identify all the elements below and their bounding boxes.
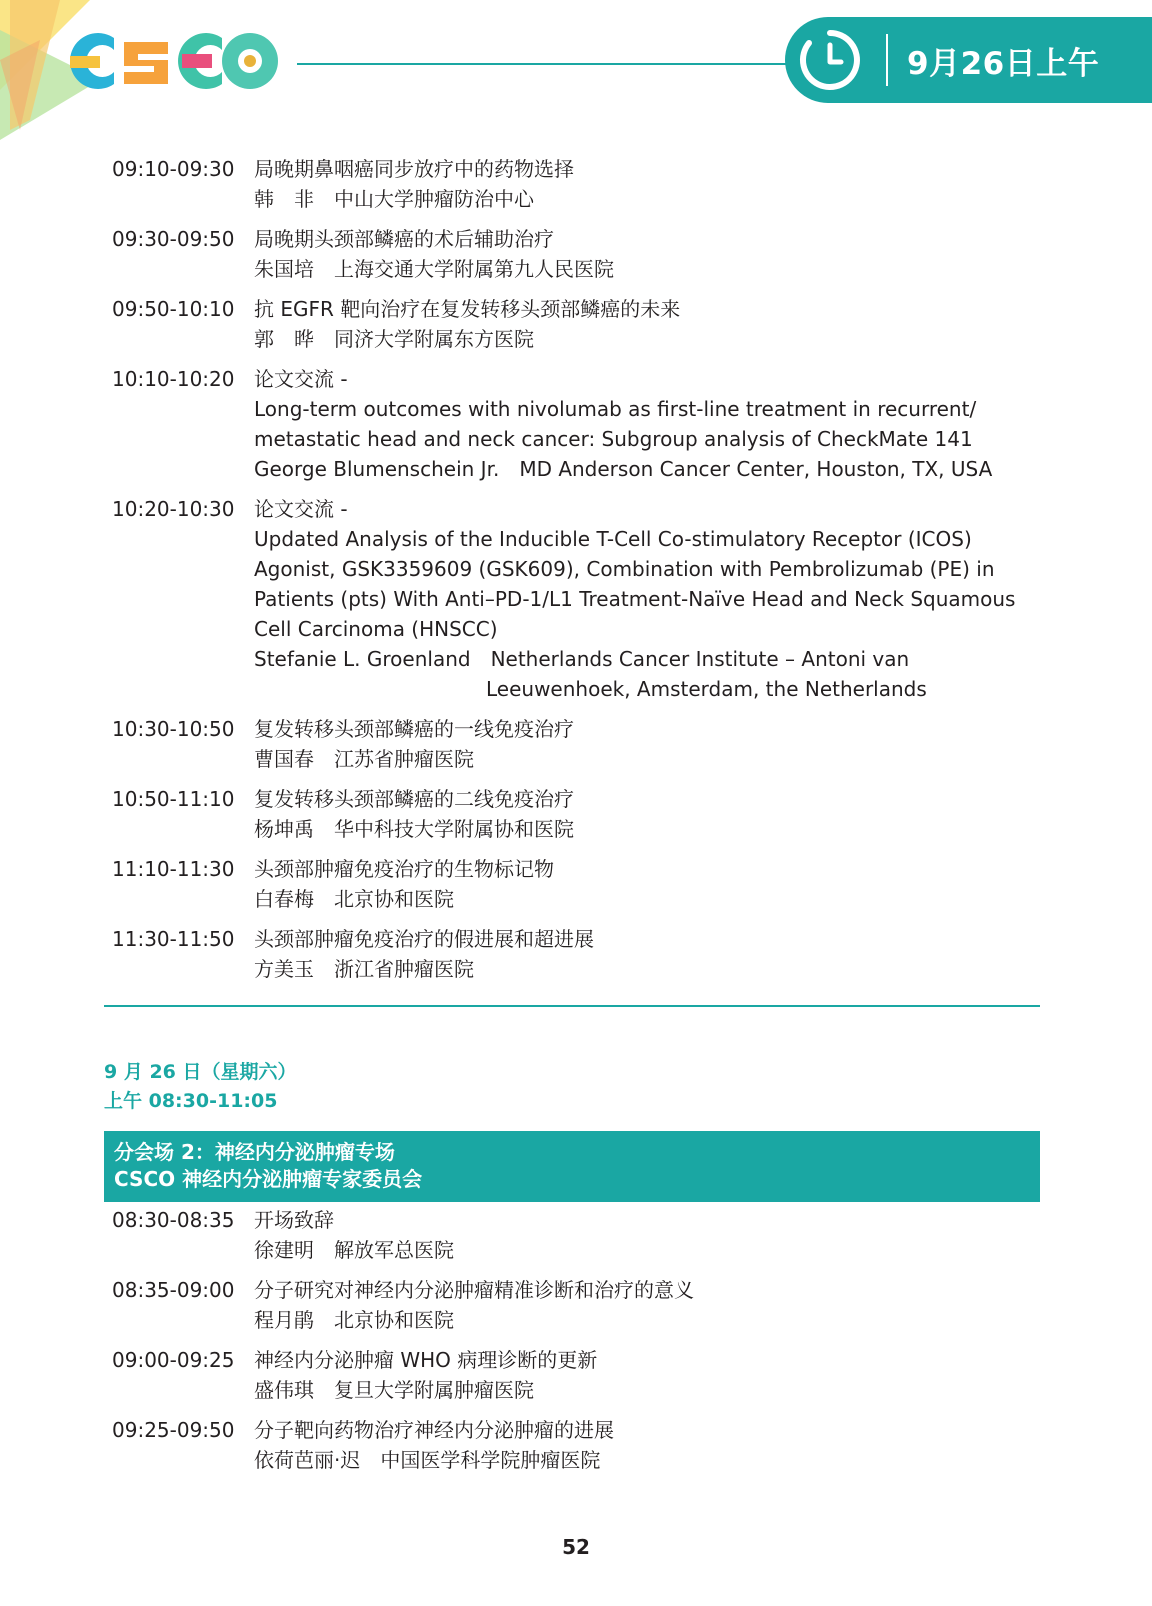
program-entry — [104, 854, 1044, 914]
entry-time: 10:50-11:10 — [112, 787, 235, 811]
entry-line: Agonist, GSK3359609 (GSK609), Combination with Pembrolizumab (PE) in — [254, 557, 995, 581]
entry-time: 11:30-11:50 — [112, 927, 235, 951]
entry-gap — [104, 354, 1044, 364]
csco-logo — [64, 28, 279, 94]
logo-text: CSCO — [64, 92, 67, 93]
program-entry — [104, 784, 1044, 844]
entry-gap — [104, 774, 1044, 784]
day-date: 9 月 26 日（星期六） — [104, 1061, 297, 1083]
entry-line: 白春梅 北京协和医院 — [254, 887, 454, 911]
entry-gap — [104, 284, 1044, 294]
entry-time: 09:30-09:50 — [112, 227, 235, 251]
program-list-top — [104, 154, 1044, 984]
entry-gap — [104, 1335, 1044, 1345]
entry-gap — [104, 1265, 1044, 1275]
clock-icon — [797, 27, 863, 93]
entry-body — [254, 1205, 1044, 1265]
program-entry — [104, 1205, 1044, 1265]
entry-line: 程月鹃 北京协和医院 — [254, 1308, 454, 1332]
entry-title: 头颈部肿瘤免疫治疗的假进展和超进展 — [254, 927, 594, 951]
entry-body — [254, 1275, 1044, 1335]
session-committee: CSCO 神经内分泌肿瘤专家委员会 — [114, 1167, 423, 1191]
entry-line: 方美玉 浙江省肿瘤医院 — [254, 957, 474, 981]
entry-gap — [104, 214, 1044, 224]
header-date: 9月26日上午 — [907, 46, 1100, 82]
program-entry — [104, 1415, 1044, 1475]
program-entry — [104, 154, 1044, 214]
entry-line: George Blumenschein Jr. MD Anderson Cancer Center, Houston, TX, USA — [254, 457, 993, 481]
entry-time: 10:10-10:20 — [112, 367, 235, 391]
entry-line: Stefanie L. Groenland Netherlands Cancer Institute – Antoni van — [254, 647, 910, 671]
day-time: 上午 08:30-11:05 — [104, 1090, 278, 1112]
entry-line: 郭 晔 同济大学附属东方医院 — [254, 327, 534, 351]
entry-body — [254, 924, 1044, 984]
entry-body — [254, 294, 1044, 354]
entry-title: 头颈部肿瘤免疫治疗的生物标记物 — [254, 857, 554, 881]
entry-body — [254, 1415, 1044, 1475]
entry-time: 11:10-11:30 — [112, 857, 235, 881]
entry-title: 论文交流 - — [254, 497, 348, 521]
entry-line: 朱国培 上海交通大学附属第九人民医院 — [254, 257, 614, 281]
program-entry — [104, 364, 1044, 484]
entry-gap — [104, 844, 1044, 854]
entry-line: 徐建明 解放军总医院 — [254, 1238, 454, 1262]
entry-line: 曹国春 江苏省肿瘤医院 — [254, 747, 474, 771]
entry-line: Cell Carcinoma (HNSCC) — [254, 617, 498, 641]
entry-line: Long-term outcomes with nivolumab as first-line treatment in recurrent/ — [254, 397, 977, 421]
entry-body — [254, 154, 1044, 214]
entry-title: 局晚期鼻咽癌同步放疗中的药物选择 — [254, 157, 574, 181]
program-entry — [104, 924, 1044, 984]
entry-line: Leeuwenhoek, Amsterdam, the Netherlands — [486, 677, 927, 701]
entry-body — [254, 854, 1044, 914]
header-rule — [297, 63, 797, 65]
session-title: 分会场 2：神经内分泌肿瘤专场 — [114, 1140, 395, 1164]
session-banner — [104, 1131, 1040, 1202]
entry-line: Updated Analysis of the Inducible T-Cell Co-stimulatory Receptor (ICOS) — [254, 527, 972, 551]
entry-title: 复发转移头颈部鳞癌的一线免疫治疗 — [254, 717, 574, 741]
entry-body — [254, 1345, 1044, 1405]
entry-title: 论文交流 - — [254, 367, 348, 391]
entry-title: 开场致辞 — [254, 1208, 334, 1232]
entry-title: 分子靶向药物治疗神经内分泌肿瘤的进展 — [254, 1418, 614, 1442]
program-entry — [104, 1275, 1044, 1335]
entry-title: 复发转移头颈部鳞癌的二线免疫治疗 — [254, 787, 574, 811]
entry-gap — [104, 914, 1044, 924]
entry-time: 09:10-09:30 — [112, 157, 235, 181]
entry-line: 依荷芭丽·迟 中国医学科学院肿瘤医院 — [254, 1448, 601, 1472]
entry-line: 杨坤禹 华中科技大学附属协和医院 — [254, 817, 574, 841]
entry-time: 09:25-09:50 — [112, 1418, 235, 1442]
entry-body — [254, 784, 1044, 844]
entry-body — [254, 714, 1044, 774]
section-divider — [104, 1005, 1040, 1007]
entry-time: 08:30-08:35 — [112, 1208, 235, 1232]
entry-gap — [104, 704, 1044, 714]
entry-body — [254, 224, 1044, 284]
entry-line: 韩 非 中山大学肿瘤防治中心 — [254, 187, 534, 211]
entry-line: Patients (pts) With Anti–PD-1/L1 Treatment-Naïve Head and Neck Squamous — [254, 587, 1016, 611]
entry-gap — [104, 484, 1044, 494]
entry-time: 09:00-09:25 — [112, 1348, 235, 1372]
entry-time: 10:30-10:50 — [112, 717, 235, 741]
entry-body — [254, 364, 1044, 484]
date-separator — [886, 34, 888, 86]
entry-time: 09:50-10:10 — [112, 297, 235, 321]
page-number: 52 — [562, 1535, 590, 1559]
program-entry — [104, 294, 1044, 354]
entry-title: 抗 EGFR 靶向治疗在复发转移头颈部鳞癌的未来 — [254, 297, 681, 321]
entry-line: 盛伟琪 复旦大学附属肿瘤医院 — [254, 1378, 534, 1402]
entry-gap — [104, 1405, 1044, 1415]
entry-line: metastatic head and neck cancer: Subgroup analysis of CheckMate 141 — [254, 427, 973, 451]
program-entry — [104, 714, 1044, 774]
entry-time: 10:20-10:30 — [112, 497, 235, 521]
program-entry — [104, 224, 1044, 284]
program-list-bottom — [104, 1205, 1044, 1475]
day-header — [104, 1058, 297, 1116]
entry-title: 分子研究对神经内分泌肿瘤精准诊断和治疗的意义 — [254, 1278, 694, 1302]
entry-title: 神经内分泌肿瘤 WHO 病理诊断的更新 — [254, 1348, 598, 1372]
entry-time: 08:35-09:00 — [112, 1278, 235, 1302]
program-entry — [104, 1345, 1044, 1405]
entry-title: 局晚期头颈部鳞癌的术后辅助治疗 — [254, 227, 554, 251]
program-entry — [104, 494, 1044, 704]
entry-body — [254, 494, 1044, 704]
